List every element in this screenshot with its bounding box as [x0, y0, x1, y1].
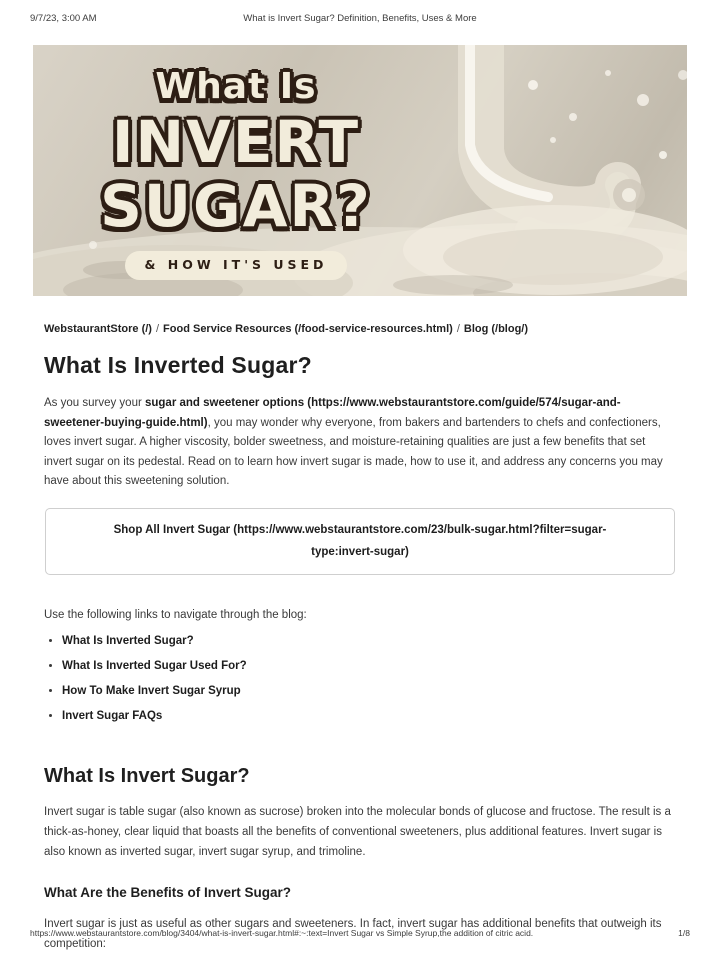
nav-link-what-is-inverted-sugar[interactable]: What Is Inverted Sugar?: [62, 635, 194, 648]
breadcrumb-link-resources[interactable]: Food Service Resources (/food-service-resources.html): [163, 323, 453, 335]
print-footer-url: https://www.webstaurantstore.com/blog/3404/what-is-invert-sugar.html#:~:text=Invert Sugar vs Simple Syrup,the addition of citric acid.: [30, 928, 534, 938]
list-item: [62, 710, 676, 722]
hero-subtitle-badge: & HOW IT'S USED: [125, 251, 348, 280]
nav-link-what-is-inverted-sugar-used-for[interactable]: What Is Inverted Sugar Used For?: [62, 660, 247, 673]
hero-title-line1: What Is: [155, 66, 317, 107]
hero-title-line2: INVERT: [111, 108, 361, 176]
section-title-what-is-invert-sugar: What Is Invert Sugar?: [44, 765, 250, 788]
list-item: [62, 635, 676, 647]
nav-link-how-to-make-invert-sugar-syrup[interactable]: How To Make Invert Sugar Syrup: [62, 685, 241, 698]
breadcrumb-separator: /: [155, 323, 160, 335]
sugar-guide-link[interactable]: sugar and sweetener options (https://www.webstaurantstore.com/guide/574/sugar-and-sweetener-buying-guide.html): [44, 397, 621, 429]
hero-title: [61, 66, 411, 280]
breadcrumb-separator: /: [456, 323, 460, 335]
list-item: [62, 660, 676, 672]
intro-text-before: As you survey your: [44, 397, 145, 409]
print-timestamp: 9/7/23, 3:00 AM: [30, 13, 97, 24]
article-content: [0, 296, 720, 954]
nav-link-invert-sugar-faqs[interactable]: Invert Sugar FAQs: [62, 710, 163, 723]
breadcrumb: [44, 323, 676, 335]
shop-all-invert-sugar-button[interactable]: Shop All Invert Sugar (https://www.webstaurantstore.com/23/bulk-sugar.html?filter=sugar-type:invert-sugar): [45, 508, 675, 576]
intro-text-after: , you may wonder why everyone, from bakers and bartenders to chefs and confectioners, loves invert sugar. A higher viscosity, bolder sweetness, and moisture-retaining qualities are just a few benefits that set invert sugar on its pedestal. Read on to learn how invert sugar is made, how to use it, and address any concerns you may have about this sweetening solution.: [44, 416, 663, 488]
print-page-number: 1/8: [678, 928, 690, 938]
subsection-title-benefits: What Are the Benefits of Invert Sugar?: [44, 885, 292, 901]
hero-image: [33, 45, 687, 296]
benefits-paragraph: Invert sugar is just as useful as other sugars and sweeteners. In fact, invert sugar has additional benefits that outweigh its competition:: [44, 918, 662, 950]
hero-title-line3: SUGAR?: [100, 172, 372, 240]
intro-paragraph: [44, 394, 676, 492]
anchor-nav-list: [62, 635, 676, 722]
nav-intro-text: Use the following links to navigate through the blog:: [44, 609, 307, 622]
print-footer: [30, 928, 690, 938]
breadcrumb-link-blog[interactable]: Blog (/blog/): [463, 323, 529, 335]
section-paragraph: Invert sugar is table sugar (also known as sucrose) broken into the molecular bonds of glucose and fructose. The result is a thick-as-honey, clear liquid that boasts all the benefits of conventional sweeteners, plus additional features. Invert sugar is also known as inverted sugar, invert sugar syrup, and trimoline.: [44, 806, 671, 858]
breadcrumb-link-home[interactable]: WebstaurantStore (/): [44, 323, 152, 335]
print-header: [30, 13, 690, 27]
print-document-title: What is Invert Sugar? Definition, Benefits, Uses & More: [243, 13, 477, 24]
list-item: [62, 685, 676, 697]
page-title: What Is Inverted Sugar?: [44, 352, 312, 378]
